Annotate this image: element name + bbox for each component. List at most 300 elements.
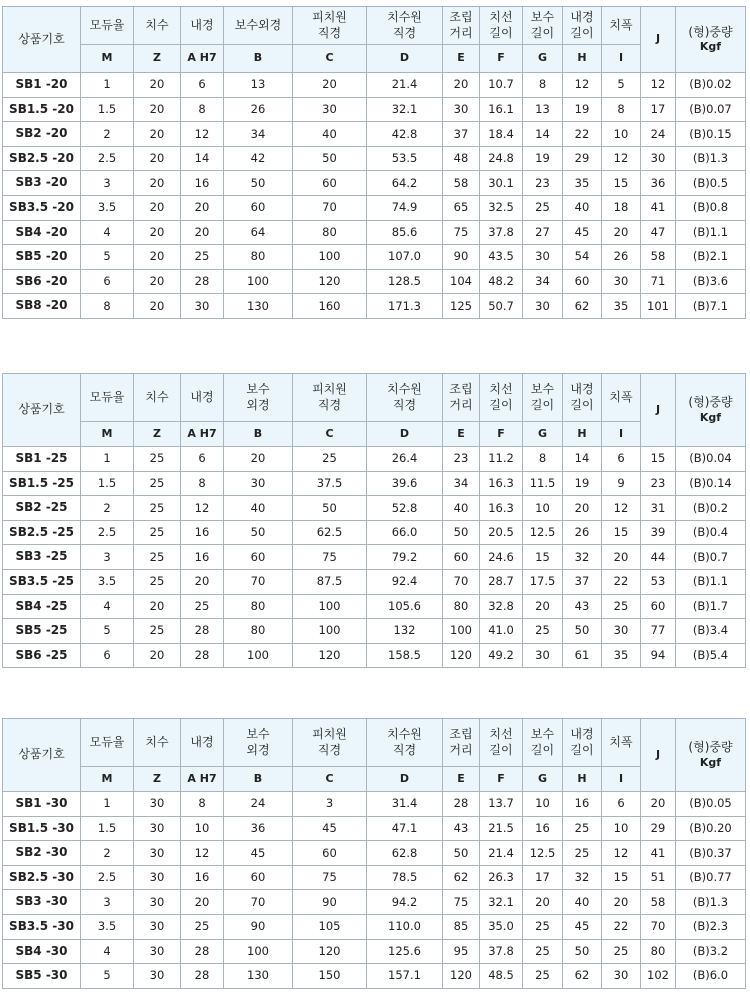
- cell-face-width: 10: [602, 122, 641, 147]
- cell-j: 102: [641, 964, 676, 989]
- cell-hub-length: 20: [523, 890, 563, 915]
- cell-tooth-length: 43.5: [480, 245, 523, 270]
- cell-bore-length: 62: [563, 964, 602, 989]
- cell-face-width: 22: [602, 914, 641, 939]
- cell-bore-length: 32: [563, 865, 602, 890]
- header-code-I: I: [602, 422, 641, 447]
- cell-face-width: 25: [602, 939, 641, 964]
- table-row: [3, 245, 746, 270]
- cell-j: 15: [641, 447, 676, 472]
- cell-hub-length: 20: [523, 594, 563, 619]
- cell-bore-length: 45: [563, 914, 602, 939]
- cell-j: 31: [641, 496, 676, 521]
- table-row: [3, 122, 746, 147]
- cell-hub-length: 25: [523, 619, 563, 644]
- cell-teeth: 25: [134, 569, 181, 594]
- cell-hub-diameter: 40: [224, 496, 293, 521]
- cell-hub-length: 8: [523, 73, 563, 98]
- header-face-width: 치폭: [602, 719, 641, 767]
- table-row: [3, 816, 746, 841]
- cell-mounting-distance: 70: [443, 569, 480, 594]
- cell-tip-diameter: 94.2: [367, 890, 443, 915]
- cell-tooth-length: 21.4: [480, 841, 523, 866]
- cell-bore: 28: [181, 643, 224, 668]
- cell-face-width: 20: [602, 545, 641, 570]
- cell-tooth-length: 13.7: [480, 792, 523, 817]
- cell-teeth: 20: [134, 294, 181, 319]
- cell-tooth-length: 24.8: [480, 146, 523, 171]
- header-code-I: I: [602, 45, 641, 73]
- cell-bore: 6: [181, 447, 224, 472]
- header-code-C: C: [293, 767, 367, 792]
- cell-teeth: 20: [134, 73, 181, 98]
- cell-module: 3: [81, 171, 134, 196]
- cell-teeth: 20: [134, 171, 181, 196]
- cell-mounting-distance: 120: [443, 643, 480, 668]
- cell-face-width: 12: [602, 146, 641, 171]
- cell-bore-length: 54: [563, 245, 602, 270]
- cell-pitch-diameter: 60: [293, 841, 367, 866]
- cell-mounting-distance: 90: [443, 245, 480, 270]
- cell-mounting-distance: 80: [443, 594, 480, 619]
- cell-pitch-diameter: 3: [293, 792, 367, 817]
- cell-pitch-diameter: 37.5: [293, 471, 367, 496]
- cell-face-width: 30: [602, 269, 641, 294]
- cell-bore: 28: [181, 619, 224, 644]
- cell-bore: 8: [181, 792, 224, 817]
- cell-j: 77: [641, 619, 676, 644]
- cell-module: 2: [81, 841, 134, 866]
- header-teeth: 치수: [134, 374, 181, 422]
- cell-bore: 28: [181, 964, 224, 989]
- cell-weight: (B)5.4: [676, 643, 746, 668]
- table-row: [3, 146, 746, 171]
- header-hub-length: 보수 길이: [523, 719, 563, 767]
- cell-teeth: 25: [134, 447, 181, 472]
- cell-hub-diameter: 60: [224, 545, 293, 570]
- cell-product-code: SB3 -25: [3, 545, 81, 570]
- cell-mounting-distance: 43: [443, 816, 480, 841]
- cell-teeth: 20: [134, 594, 181, 619]
- cell-hub-diameter: 60: [224, 865, 293, 890]
- header-code-I: I: [602, 767, 641, 792]
- cell-j: 70: [641, 914, 676, 939]
- cell-mounting-distance: 95: [443, 939, 480, 964]
- header-module: 모듀율: [81, 374, 134, 422]
- header-bore: 내경: [181, 7, 224, 45]
- cell-mounting-distance: 28: [443, 792, 480, 817]
- cell-module: 1.5: [81, 471, 134, 496]
- cell-bore: 14: [181, 146, 224, 171]
- cell-bore: 10: [181, 816, 224, 841]
- cell-tip-diameter: 32.1: [367, 97, 443, 122]
- cell-module: 1: [81, 73, 134, 98]
- cell-mounting-distance: 100: [443, 619, 480, 644]
- cell-module: 2: [81, 496, 134, 521]
- cell-bore-length: 60: [563, 269, 602, 294]
- cell-pitch-diameter: 100: [293, 245, 367, 270]
- cell-product-code: SB2.5 -30: [3, 865, 81, 890]
- header-code-M: M: [81, 767, 134, 792]
- cell-product-code: SB2.5 -20: [3, 146, 81, 171]
- cell-weight: (B)0.02: [676, 73, 746, 98]
- cell-weight: (B)0.8: [676, 195, 746, 220]
- cell-bore: 20: [181, 890, 224, 915]
- cell-product-code: SB1.5 -25: [3, 471, 81, 496]
- header-teeth: 치수: [134, 7, 181, 45]
- cell-product-code: SB8 -20: [3, 294, 81, 319]
- cell-j: 51: [641, 865, 676, 890]
- cell-hub-length: 8: [523, 447, 563, 472]
- cell-pitch-diameter: 70: [293, 195, 367, 220]
- cell-bore: 16: [181, 865, 224, 890]
- cell-face-width: 15: [602, 520, 641, 545]
- cell-product-code: SB4 -20: [3, 220, 81, 245]
- cell-tip-diameter: 64.2: [367, 171, 443, 196]
- cell-bore-length: 16: [563, 792, 602, 817]
- cell-mounting-distance: 34: [443, 471, 480, 496]
- cell-mounting-distance: 60: [443, 545, 480, 570]
- cell-bore: 25: [181, 245, 224, 270]
- cell-pitch-diameter: 120: [293, 269, 367, 294]
- table-row: [3, 569, 746, 594]
- cell-module: 2: [81, 122, 134, 147]
- cell-tip-diameter: 39.6: [367, 471, 443, 496]
- cell-weight: (B)1.1: [676, 220, 746, 245]
- cell-tooth-length: 37.8: [480, 939, 523, 964]
- cell-pitch-diameter: 100: [293, 619, 367, 644]
- cell-bore: 30: [181, 294, 224, 319]
- header-j: J: [641, 374, 676, 447]
- cell-mounting-distance: 120: [443, 964, 480, 989]
- cell-teeth: 20: [134, 195, 181, 220]
- cell-tip-diameter: 110.0: [367, 914, 443, 939]
- cell-teeth: 20: [134, 97, 181, 122]
- cell-module: 4: [81, 594, 134, 619]
- header-module: 모듀율: [81, 719, 134, 767]
- header-hub-length: 보수 길이: [523, 374, 563, 422]
- cell-hub-diameter: 30: [224, 471, 293, 496]
- cell-bore: 20: [181, 569, 224, 594]
- cell-teeth: 25: [134, 520, 181, 545]
- cell-tip-diameter: 128.5: [367, 269, 443, 294]
- cell-pitch-diameter: 45: [293, 816, 367, 841]
- cell-face-width: 35: [602, 643, 641, 668]
- table-row: [3, 841, 746, 866]
- cell-hub-length: 34: [523, 269, 563, 294]
- cell-pitch-diameter: 75: [293, 865, 367, 890]
- cell-bore: 28: [181, 269, 224, 294]
- cell-product-code: SB4 -30: [3, 939, 81, 964]
- cell-tooth-length: 11.2: [480, 447, 523, 472]
- cell-tooth-length: 35.0: [480, 914, 523, 939]
- header-code-G: G: [523, 45, 563, 73]
- table-row: [3, 97, 746, 122]
- cell-bore: 6: [181, 73, 224, 98]
- cell-bore: 8: [181, 97, 224, 122]
- cell-pitch-diameter: 40: [293, 122, 367, 147]
- cell-mounting-distance: 37: [443, 122, 480, 147]
- header-code-G: G: [523, 422, 563, 447]
- table-row: [3, 939, 746, 964]
- cell-product-code: SB1 -25: [3, 447, 81, 472]
- cell-pitch-diameter: 160: [293, 294, 367, 319]
- cell-weight: (B)1.3: [676, 890, 746, 915]
- cell-teeth: 20: [134, 220, 181, 245]
- header-code-E: E: [443, 45, 480, 73]
- cell-pitch-diameter: 150: [293, 964, 367, 989]
- header-tip-diameter: 치수원 직경: [367, 7, 443, 45]
- header-j: J: [641, 7, 676, 73]
- cell-tip-diameter: 26.4: [367, 447, 443, 472]
- cell-face-width: 22: [602, 569, 641, 594]
- cell-face-width: 18: [602, 195, 641, 220]
- header-code-F: F: [480, 767, 523, 792]
- cell-tip-diameter: 85.6: [367, 220, 443, 245]
- header-code-E: E: [443, 422, 480, 447]
- cell-pitch-diameter: 62.5: [293, 520, 367, 545]
- cell-teeth: 30: [134, 914, 181, 939]
- cell-mounting-distance: 48: [443, 146, 480, 171]
- header-hub-diameter: 보수 외경: [224, 719, 293, 767]
- cell-j: 60: [641, 594, 676, 619]
- table-row: [3, 220, 746, 245]
- header-code-Z: Z: [134, 422, 181, 447]
- cell-bore-length: 40: [563, 890, 602, 915]
- cell-tip-diameter: 62.8: [367, 841, 443, 866]
- cell-mounting-distance: 75: [443, 890, 480, 915]
- cell-j: 71: [641, 269, 676, 294]
- cell-face-width: 6: [602, 792, 641, 817]
- header-tip-diameter: 치수원 직경: [367, 719, 443, 767]
- cell-mounting-distance: 125: [443, 294, 480, 319]
- cell-bore-length: 26: [563, 520, 602, 545]
- cell-mounting-distance: 75: [443, 220, 480, 245]
- cell-module: 3: [81, 890, 134, 915]
- cell-pitch-diameter: 30: [293, 97, 367, 122]
- cell-tooth-length: 48.2: [480, 269, 523, 294]
- cell-product-code: SB2 -20: [3, 122, 81, 147]
- cell-weight: (B)0.15: [676, 122, 746, 147]
- header-pitch-diameter: 피치원 직경: [293, 374, 367, 422]
- cell-bore-length: 45: [563, 220, 602, 245]
- cell-j: 47: [641, 220, 676, 245]
- cell-face-width: 25: [602, 594, 641, 619]
- cell-module: 3.5: [81, 195, 134, 220]
- header-bore-length: 내경 길이: [563, 7, 602, 45]
- cell-pitch-diameter: 90: [293, 890, 367, 915]
- header-pitch-diameter: 피치원 직경: [293, 719, 367, 767]
- cell-hub-diameter: 80: [224, 619, 293, 644]
- cell-tip-diameter: 105.6: [367, 594, 443, 619]
- table-row: [3, 890, 746, 915]
- cell-bore-length: 62: [563, 294, 602, 319]
- cell-teeth: 30: [134, 792, 181, 817]
- cell-hub-length: 12.5: [523, 841, 563, 866]
- cell-product-code: SB3 -20: [3, 171, 81, 196]
- header-product-code: 상품기호: [3, 719, 81, 792]
- cell-face-width: 6: [602, 447, 641, 472]
- header-code-B: B: [224, 422, 293, 447]
- cell-mounting-distance: 58: [443, 171, 480, 196]
- header-code-D: D: [367, 767, 443, 792]
- cell-tooth-length: 16.3: [480, 496, 523, 521]
- cell-hub-diameter: 36: [224, 816, 293, 841]
- cell-module: 2.5: [81, 865, 134, 890]
- cell-weight: (B)0.7: [676, 545, 746, 570]
- header-code-B: B: [224, 767, 293, 792]
- header-code-D: D: [367, 45, 443, 73]
- header-code-D: D: [367, 422, 443, 447]
- cell-hub-length: 25: [523, 964, 563, 989]
- cell-j: 94: [641, 643, 676, 668]
- header-code-H: H: [563, 45, 602, 73]
- cell-teeth: 20: [134, 269, 181, 294]
- header-code-M: M: [81, 422, 134, 447]
- cell-bore-length: 12: [563, 73, 602, 98]
- cell-hub-diameter: 100: [224, 269, 293, 294]
- cell-bore: 12: [181, 122, 224, 147]
- cell-bore-length: 19: [563, 471, 602, 496]
- cell-bore: 16: [181, 171, 224, 196]
- cell-j: 44: [641, 545, 676, 570]
- table-row: [3, 195, 746, 220]
- header-product-code: 상품기호: [3, 7, 81, 73]
- cell-tip-diameter: 79.2: [367, 545, 443, 570]
- header-bore-length: 내경 길이: [563, 374, 602, 422]
- cell-bore: 16: [181, 545, 224, 570]
- header-face-width: 치폭: [602, 7, 641, 45]
- spec-table-30: [2, 718, 746, 989]
- cell-hub-diameter: 45: [224, 841, 293, 866]
- cell-hub-length: 23: [523, 171, 563, 196]
- header-bore-length: 내경 길이: [563, 719, 602, 767]
- cell-pitch-diameter: 80: [293, 220, 367, 245]
- cell-weight: (B)0.04: [676, 447, 746, 472]
- cell-weight: (B)0.37: [676, 841, 746, 866]
- cell-hub-length: 25: [523, 195, 563, 220]
- cell-j: 23: [641, 471, 676, 496]
- cell-pitch-diameter: 50: [293, 146, 367, 171]
- cell-bore: 16: [181, 520, 224, 545]
- cell-hub-length: 16: [523, 816, 563, 841]
- cell-pitch-diameter: 105: [293, 914, 367, 939]
- cell-tooth-length: 18.4: [480, 122, 523, 147]
- cell-bore: 20: [181, 220, 224, 245]
- cell-bore: 12: [181, 496, 224, 521]
- cell-face-width: 8: [602, 97, 641, 122]
- cell-bore: 25: [181, 594, 224, 619]
- cell-module: 3: [81, 545, 134, 570]
- cell-teeth: 20: [134, 643, 181, 668]
- header-code-A: A H7: [181, 422, 224, 447]
- header-weight: (형)중량 Kgf: [676, 7, 746, 73]
- cell-mounting-distance: 20: [443, 73, 480, 98]
- cell-hub-length: 12.5: [523, 520, 563, 545]
- table-row: [3, 865, 746, 890]
- cell-tooth-length: 26.3: [480, 865, 523, 890]
- cell-hub-length: 25: [523, 939, 563, 964]
- cell-weight: (B)0.14: [676, 471, 746, 496]
- header-teeth: 치수: [134, 719, 181, 767]
- cell-product-code: SB1.5 -30: [3, 816, 81, 841]
- table-row: [3, 496, 746, 521]
- cell-hub-length: 13: [523, 97, 563, 122]
- cell-j: 39: [641, 520, 676, 545]
- cell-bore-length: 14: [563, 447, 602, 472]
- cell-mounting-distance: 85: [443, 914, 480, 939]
- cell-module: 1.5: [81, 97, 134, 122]
- cell-module: 4: [81, 220, 134, 245]
- cell-tooth-length: 37.8: [480, 220, 523, 245]
- cell-product-code: SB5 -25: [3, 619, 81, 644]
- header-code-M: M: [81, 45, 134, 73]
- cell-weight: (B)0.07: [676, 97, 746, 122]
- header-code-B: B: [224, 45, 293, 73]
- cell-hub-diameter: 80: [224, 245, 293, 270]
- header-hub-diameter: 보수외경: [224, 7, 293, 45]
- cell-teeth: 20: [134, 122, 181, 147]
- cell-face-width: 30: [602, 619, 641, 644]
- cell-teeth: 30: [134, 841, 181, 866]
- cell-hub-length: 15: [523, 545, 563, 570]
- header-code-G: G: [523, 767, 563, 792]
- cell-hub-length: 10: [523, 496, 563, 521]
- header-code-H: H: [563, 422, 602, 447]
- header-weight: (형)중량 Kgf: [676, 719, 746, 792]
- cell-hub-diameter: 34: [224, 122, 293, 147]
- cell-face-width: 30: [602, 964, 641, 989]
- cell-hub-length: 30: [523, 643, 563, 668]
- cell-module: 1: [81, 792, 134, 817]
- cell-product-code: SB6 -25: [3, 643, 81, 668]
- header-pitch-diameter: 피치원 직경: [293, 7, 367, 45]
- header-code-E: E: [443, 767, 480, 792]
- cell-bore-length: 22: [563, 122, 602, 147]
- cell-weight: (B)2.1: [676, 245, 746, 270]
- cell-tip-diameter: 31.4: [367, 792, 443, 817]
- cell-j: 36: [641, 171, 676, 196]
- header-code-C: C: [293, 422, 367, 447]
- cell-bore: 25: [181, 914, 224, 939]
- cell-tip-diameter: 66.0: [367, 520, 443, 545]
- cell-tooth-length: 32.8: [480, 594, 523, 619]
- cell-module: 4: [81, 939, 134, 964]
- header-code-Z: Z: [134, 767, 181, 792]
- cell-bore-length: 50: [563, 619, 602, 644]
- cell-tip-diameter: 53.5: [367, 146, 443, 171]
- cell-product-code: SB3.5 -30: [3, 914, 81, 939]
- cell-weight: (B)0.4: [676, 520, 746, 545]
- cell-product-code: SB3.5 -25: [3, 569, 81, 594]
- cell-pitch-diameter: 100: [293, 594, 367, 619]
- spec-table-25: [2, 373, 746, 668]
- cell-bore-length: 19: [563, 97, 602, 122]
- cell-bore-length: 43: [563, 594, 602, 619]
- cell-teeth: 30: [134, 939, 181, 964]
- cell-teeth: 30: [134, 816, 181, 841]
- cell-pitch-diameter: 87.5: [293, 569, 367, 594]
- cell-module: 8: [81, 294, 134, 319]
- table-row: [3, 73, 746, 98]
- cell-product-code: SB3 -30: [3, 890, 81, 915]
- cell-bore-length: 35: [563, 171, 602, 196]
- cell-tooth-length: 20.5: [480, 520, 523, 545]
- header-code-A: A H7: [181, 767, 224, 792]
- table-row: [3, 964, 746, 989]
- cell-bore-length: 61: [563, 643, 602, 668]
- cell-bore-length: 40: [563, 195, 602, 220]
